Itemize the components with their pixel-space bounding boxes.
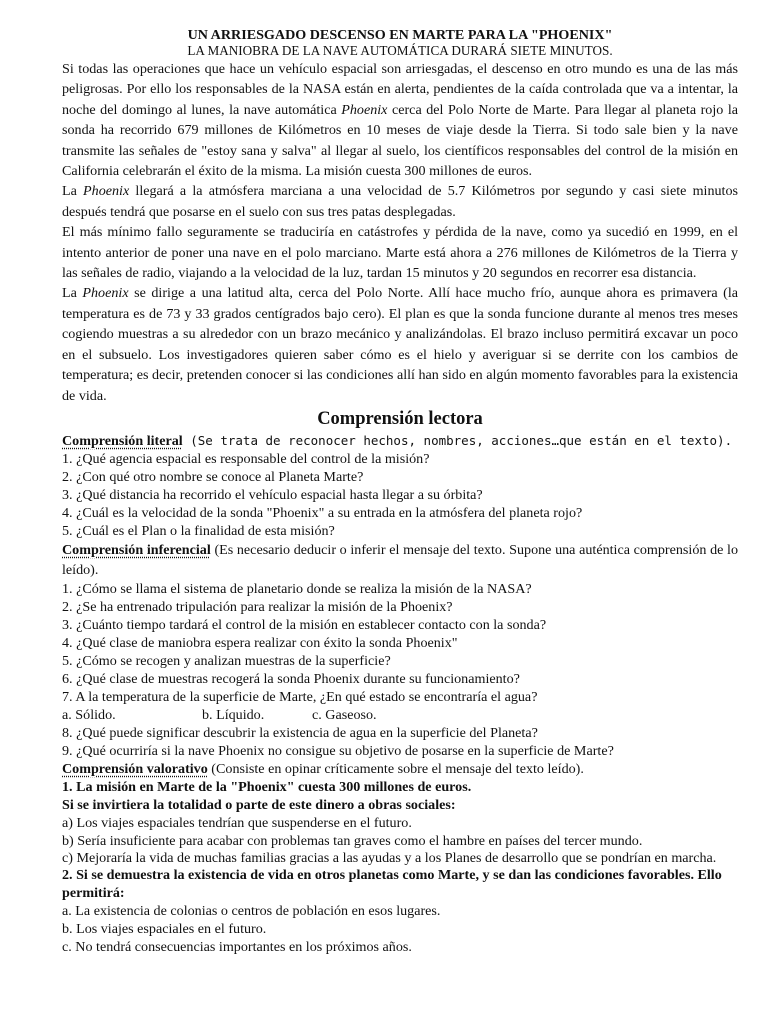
inferential-question: 9. ¿Qué ocurriría si la nave Phoenix no consigue su objetivo de posarse en la superficie de Marte?: [62, 742, 614, 759]
valorative-option: c) Mejoraría la vida de muchas familias gracias a las ayudas y a los Planes de desarrollo que se pondrían en marcha.: [62, 849, 717, 866]
q7-options: [62, 706, 738, 724]
inferential-question: 5. ¿Cómo se recogen y analizan muestras de la superficie?: [62, 652, 391, 669]
inferential-question: 2. ¿Se ha entrenado tripulación para realizar la misión de la Phoenix?: [62, 598, 453, 615]
literal-question: 3. ¿Qué distancia ha recorrido el vehículo espacial hasta llegar a su órbita?: [62, 486, 483, 503]
comprehension-heading: Comprensión lectora: [317, 408, 483, 429]
literal-questions: [62, 450, 738, 540]
q7-option: c. Gaseoso.: [312, 706, 377, 723]
literal-heading: Comprensión literal (Se trata de reconocer hechos, nombres, acciones…que están en el texto).: [62, 432, 733, 449]
valorative-option: a. La existencia de colonias o centros de población en esos lugares.: [62, 903, 441, 920]
valorative-question-1-sub: Si se invirtiera la totalidad o parte de este dinero a obras sociales:: [62, 796, 456, 813]
valorative-option: b) Sería insuficiente para acabar con problemas tan graves como el hambre en países del tercer mundo.: [62, 832, 643, 849]
inferential-heading: Comprensión inferencial (Es necesario deducir o inferir el mensaje del texto. Supone una auténtica comprensión de lo leído).: [62, 541, 739, 578]
valorative-option: a) Los viajes espaciales tendrían que suspenderse en el futuro.: [62, 814, 412, 831]
inferential-question: 1. ¿Cómo se llama el sistema de planetario donde se realiza la misión de la NASA?: [62, 580, 532, 597]
inferential-question: 4. ¿Qué clase de maniobra espera realizar con éxito la sonda Phoenix": [62, 634, 458, 651]
literal-question: 1. ¿Qué agencia espacial es responsable del control de la misión?: [62, 450, 430, 467]
article-paragraph-3: El más mínimo fallo seguramente se traduciría en catástrofes y pérdida de la nave, como ya sucedió en 1999, en el intento anterior de poner una nave en el polo marciano. Marte está ahora a 276 millones de Kilómetros de la Tierra y las señales de radio, viajando a la velocidad de la luz, tardan 15 minutos y 20 segundos en recorrer esa distancia.: [62, 224, 738, 282]
literal-question: 5. ¿Cuál es el Plan o la finalidad de esta misión?: [62, 522, 335, 539]
valorative-heading: Comprensión valorativo (Consiste en opinar críticamente sobre el mensaje del texto leído).: [62, 760, 584, 777]
literal-question: 2. ¿Con qué otro nombre se conoce al Planeta Marte?: [62, 468, 364, 485]
valorative-option: c. No tendrá consecuencias importantes en los próximos años.: [62, 939, 412, 956]
article-paragraph-4: La Phoenix se dirige a una latitud alta, cerca del Polo Norte. Allí hace mucho frío, aunque ahora es primavera (la temperatura es de 73 y 33 grados centígrados bajo cero). El plan es que la sonda funcione durante al menos tres meses cogiendo muestras a su alrededor con un brazo mecánico y analizándolas. El brazo incluso permitirá excavar un poco en el subsuelo. Los investigadores quieren saber cómo es el hielo y averiguar si se derrite con los cambios de temperatura; es decir, pretenden conocer si las condiciones allí han sido en algún momento favorables para la existencia de vida.: [62, 285, 739, 404]
inferential-question: 8. ¿Qué puede significar descubrir la existencia de agua en la superficie del Planeta?: [62, 724, 538, 741]
article-title: UN ARRIESGADO DESCENSO EN MARTE PARA LA "PHOENIX": [187, 27, 613, 43]
q7-option: a. Sólido.: [62, 706, 116, 723]
valorative-question-2: 2. Si se demuestra la existencia de vida en otros planetas como Marte, y se dan las condiciones favorables. Ello permitirá:: [62, 867, 722, 901]
inferential-questions: [62, 580, 738, 760]
inferential-question: 7. A la temperatura de la superficie de Marte, ¿En qué estado se encontraría el agua?: [62, 688, 538, 705]
literal-question: 4. ¿Cuál es la velocidad de la sonda "Phoenix" a su entrada en la atmósfera del planeta rojo?: [62, 504, 583, 521]
article-paragraph-1: Si todas las operaciones que hace un vehículo espacial son arriesgadas, el descenso en otro mundo es una de las más peligrosas. Por ello los responsables de la NASA están en alerta, pendientes de la caída controlada que va a intentar, la noche del domingo al lunes, la nave automática Phoenix cerca del Polo Norte de Marte. Para llegar al planeta rojo la sonda ha recorrido 679 millones de Kilómetros en 10 meses de viaje desde la Tierra. Si todo sale bien y la nave transmite las señales de "estoy sana y salva" al llegar al suelo, los científicos responsables del control de la misión en California celebrarán el éxito de la misma. La misión cuesta 300 millones de euros.: [62, 61, 739, 180]
article-subtitle: LA MANIOBRA DE LA NAVE AUTOMÁTICA DURARÁ SIETE MINUTOS.: [187, 43, 613, 58]
q7-option: b. Líquido.: [202, 706, 265, 723]
inferential-question: 3. ¿Cuánto tiempo tardará el control de la misión en establecer contacto con la sonda?: [62, 616, 547, 633]
article-paragraph-2: La Phoenix llegará a la atmósfera marciana a una velocidad de 5.7 Kilómetros por segundo y casi siete minutos después tendrá que posarse en el suelo con sus tres patas desplegadas.: [62, 183, 738, 220]
inferential-question: 6. ¿Qué clase de muestras recogerá la sonda Phoenix durante su funcionamiento?: [62, 670, 520, 687]
valorative-question-1: 1. La misión en Marte de la "Phoenix" cuesta 300 millones de euros.: [62, 778, 472, 795]
valorative-option: b. Los viajes espaciales en el futuro.: [62, 921, 267, 938]
